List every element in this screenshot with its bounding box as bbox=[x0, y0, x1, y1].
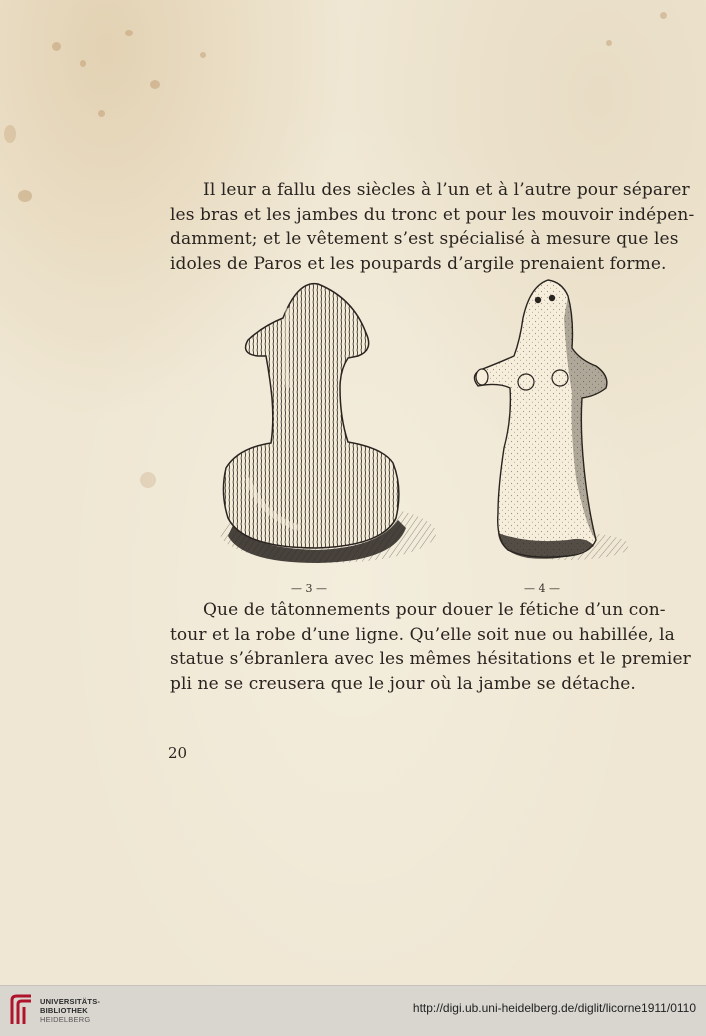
foxing-stain bbox=[4, 125, 16, 143]
text-line: statue s’ébranlera avec les mêmes hésitations et le premier bbox=[170, 649, 691, 669]
foxing-stain bbox=[606, 40, 612, 46]
library-name-line-2: BIBLIOTHEK bbox=[40, 1006, 88, 1015]
library-name-line-1: UNIVERSITÄTS- bbox=[40, 997, 101, 1006]
foxing-stain bbox=[150, 80, 160, 89]
paragraph-1 bbox=[170, 178, 695, 276]
text-line: les bras et les jambes du tronc et pour les mouvoir indépen- bbox=[170, 204, 695, 225]
foxing-stain bbox=[98, 110, 105, 117]
figure-3-paddle-idol bbox=[188, 278, 436, 573]
foxing-stain bbox=[125, 30, 133, 36]
library-name bbox=[40, 997, 100, 1024]
paragraph-2 bbox=[170, 598, 691, 696]
page-number: 20 bbox=[168, 744, 188, 762]
library-name-line-3: HEIDELBERG bbox=[40, 1015, 91, 1024]
text-line: damment; et le vêtement s’est spécialisé à mesure que les bbox=[170, 229, 679, 249]
foxing-stain bbox=[660, 12, 667, 19]
text-line: idoles de Paros et les poupards d’argile prenaient forme. bbox=[170, 253, 667, 274]
figure-3-caption: — 3 — bbox=[291, 582, 327, 595]
foxing-stain bbox=[18, 190, 32, 202]
text-line: pli ne se creusera que le jour où la jambe se détache. bbox=[170, 673, 636, 694]
digitization-footer bbox=[0, 985, 706, 1036]
foxing-stain bbox=[200, 52, 206, 58]
foxing-stain bbox=[140, 472, 156, 488]
figure-4-caption: — 4 — bbox=[524, 582, 560, 595]
text-line: tour et la robe d’une ligne. Qu’elle soit nue ou habillée, la bbox=[170, 624, 675, 645]
source-url-link[interactable]: http://digi.ub.uni-heidelberg.de/diglit/licorne1911/0110 bbox=[412, 1001, 696, 1015]
text-line: Il leur a fallu des siècles à l’un et à l’autre pour séparer bbox=[203, 180, 690, 200]
figure-4-clay-idol bbox=[468, 278, 628, 573]
foxing-stain bbox=[52, 42, 61, 51]
text-line: Que de tâtonnements pour douer le fétiche d’un con- bbox=[203, 600, 666, 620]
university-library-logo-icon bbox=[9, 994, 35, 1026]
foxing-stain bbox=[80, 60, 86, 67]
